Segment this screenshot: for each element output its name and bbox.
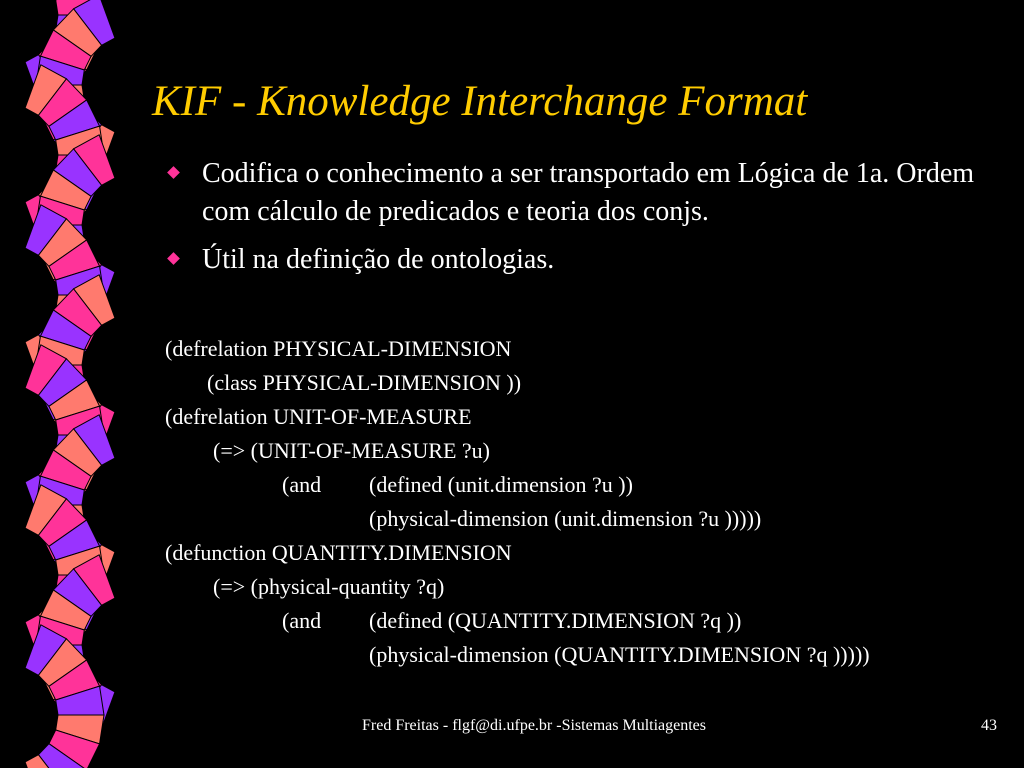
bullet-item — [167, 155, 1007, 231]
code-line — [165, 604, 870, 638]
slide-footer: Fred Freitas - flgf@di.ufpe.br -Sistemas Multiagentes — [362, 717, 706, 734]
code-line — [165, 468, 870, 502]
diamond-bullet-icon — [167, 252, 180, 265]
code-text: (physical-dimension (QUANTITY.DIMENSION ?q ))))) — [369, 642, 870, 667]
code-text: (defrelation PHYSICAL-DIMENSION — [165, 336, 512, 361]
code-line — [165, 638, 870, 672]
code-text: (physical-dimension (unit.dimension ?u ))))) — [369, 506, 762, 531]
bullet-text: Útil na definição de ontologias. — [202, 244, 555, 275]
decorative-ribbon — [0, 0, 140, 768]
code-line — [165, 366, 870, 400]
code-text: (defrelation UNIT-OF-MEASURE — [165, 404, 472, 429]
code-keyword: (and — [282, 608, 322, 633]
code-line — [165, 332, 870, 366]
code-text: (defined (unit.dimension ?u )) — [369, 472, 633, 497]
code-line — [165, 400, 870, 434]
page-number: 43 — [981, 717, 997, 734]
code-text: (class PHYSICAL-DIMENSION )) — [207, 370, 522, 395]
code-line — [165, 536, 870, 570]
code-text: (defunction QUANTITY.DIMENSION — [165, 540, 512, 565]
bullet-text: Codifica o conhecimento a ser transportado em Lógica de 1a. Ordem com cálculo de predicados e teoria dos conjs. — [202, 158, 975, 227]
code-line — [165, 502, 870, 536]
code-text: (=> (UNIT-OF-MEASURE ?u) — [213, 438, 490, 463]
slide-title: KIF - Knowledge Interchange Format — [152, 78, 808, 125]
code-line — [165, 434, 870, 468]
code-text: (defined (QUANTITY.DIMENSION ?q )) — [369, 608, 742, 633]
diamond-bullet-icon — [167, 166, 180, 179]
code-keyword: (and — [282, 472, 322, 497]
bullet-item — [167, 241, 1007, 279]
code-text: (=> (physical-quantity ?q) — [213, 574, 445, 599]
kif-code-block — [165, 332, 870, 672]
bullet-list — [167, 155, 1007, 289]
code-line — [165, 570, 870, 604]
